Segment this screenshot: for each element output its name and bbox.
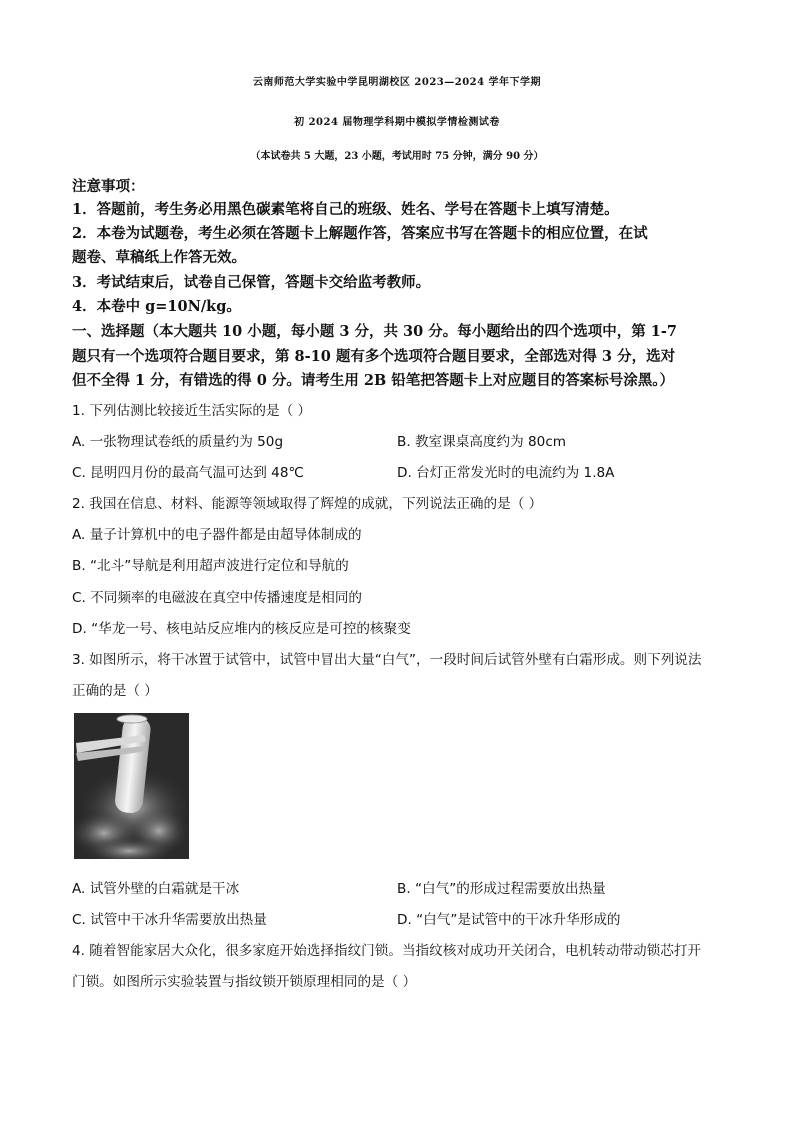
q1-option-d: D. 台灯正常发光时的电流约为 1.8A	[397, 465, 615, 481]
q2-stem: 2. 我国在信息、材料、能源等领域取得了辉煌的成就，下列说法正确的是（ ）	[72, 496, 543, 512]
notes-item-4: 4．本卷中 g=10N/kg。	[72, 298, 241, 315]
q3-stem-line2: 正确的是（ ）	[72, 683, 158, 699]
q2-option-a: A. 量子计算机中的电子器件都是由超导体制成的	[72, 527, 362, 543]
exam-title-line2: 初 2024 届物理学科期中模拟学情检测试卷	[294, 117, 500, 128]
notes-item-3: 3．考试结束后，试卷自己保管，答题卡交给监考教师。	[72, 274, 431, 291]
q1-option-c: C. 昆明四月份的最高气温可达到 48℃	[72, 465, 304, 481]
q2-option-b: B. “北斗”导航是利用超声波进行定位和导航的	[72, 558, 349, 574]
q1-stem: 1. 下列估测比较接近生活实际的是（ ）	[72, 403, 312, 419]
notes-item-2-line1: 2．本卷为试题卷，考生必须在答题卡上解题作答，答案应书写在答题卡的相应位置，在试	[72, 225, 648, 242]
notes-item-2-line2: 题卷、草稿纸上作答无效。	[72, 249, 246, 266]
exam-title-line1: 云南师范大学实验中学昆明湖校区 2023—2024 学年下学期	[252, 77, 542, 88]
notes-item-1: 1．答题前，考生务必用黑色碳素笔将自己的班级、姓名、学号在答题卡上填写清楚。	[72, 201, 619, 218]
test-tube-illustration	[74, 713, 189, 859]
section1-intro-line3: 但不全得 1 分，有错选的得 0 分。请考生用 2B 铅笔把答题卡上对应题目的答案标号涂黑。）	[72, 372, 675, 389]
notes-heading: 注意事项：	[72, 178, 145, 195]
q3-stem-line1: 3. 如图所示，将干冰置于试管中，试管中冒出大量“白气”，一段时间后试管外壁有白霜形成。则下列说法	[72, 652, 702, 668]
section1-intro-line1: 一、选择题（本大题共 10 小题，每小题 3 分，共 30 分。每小题给出的四个选项中，第 1-7	[72, 323, 677, 340]
q3-option-d: D. “白气”是试管中的干冰升华形成的	[397, 912, 621, 928]
exam-subtitle: （本试卷共 5 大题，23 小题，考试用时 75 分钟，满分 90 分）	[250, 151, 544, 162]
q2-option-c: C. 不同频率的电磁波在真空中传播速度是相同的	[72, 590, 363, 606]
q3-option-a: A. 试管外壁的白霜就是干冰	[72, 881, 240, 897]
q1-option-a: A. 一张物理试卷纸的质量约为 50g	[72, 434, 284, 450]
q4-stem-line2: 门锁。如图所示实验装置与指纹锁开锁原理相同的是（ ）	[72, 974, 417, 990]
q1-option-b: B. 教室课桌高度约为 80cm	[397, 434, 567, 450]
q3-option-b: B. “白气”的形成过程需要放出热量	[397, 881, 606, 897]
dry-ice-test-tube-photo	[74, 713, 189, 859]
q4-stem-line1: 4. 随着智能家居大众化，很多家庭开始选择指纹门锁。当指纹核对成功开关闭合，电机转动带动锁芯打开	[72, 943, 702, 959]
section1-intro-line2: 题只有一个选项符合题目要求，第 8-10 题有多个选项符合题目要求，全部选对得 3 分，选对	[72, 348, 676, 365]
q3-option-c: C. 试管中干冰升华需要放出热量	[72, 912, 267, 928]
q2-option-d: D. “华龙一号、核电站反应堆内的核反应是可控的核聚变	[72, 621, 411, 637]
